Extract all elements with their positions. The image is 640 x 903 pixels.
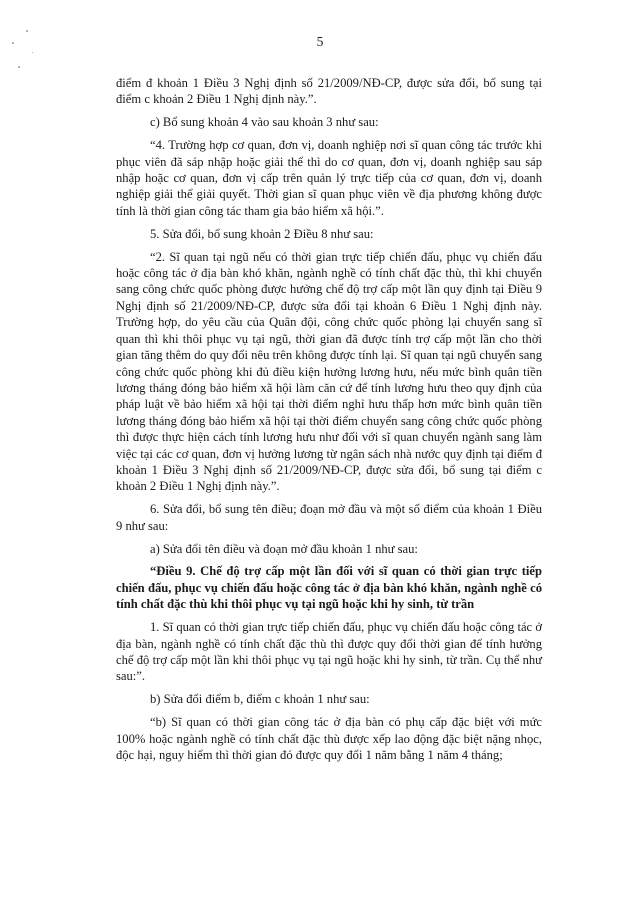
paragraph-continuation: điểm đ khoản 1 Điều 3 Nghị định số 21/2009/NĐ-CP, được sửa đổi, bổ sung tại điểm c khoản 2 Điều 1 Nghị định này.”. bbox=[116, 76, 542, 107]
paragraph-amendment-a: a) Sửa đổi tên điều và đoạn mở đầu khoản 1 như sau: bbox=[150, 541, 418, 556]
page-number: 5 bbox=[316, 34, 324, 49]
paragraph-point-b: “b) Sĩ quan có thời gian công tác ở địa bàn có phụ cấp đặc biệt với mức 100% hoặc ngành nghề có tính chất đặc thù được xếp lao động đặc biệt nặng nhọc, độc hại, nguy hiểm thì thời gian đó được quy đổi 1 năm bằng 1 năm 4 tháng; bbox=[116, 715, 542, 763]
article-9-heading: “Điều 9. Chế độ trợ cấp một lần đối với sĩ quan có thời gian trực tiếp chiến đấu, phục vụ chiến đấu hoặc công tác ở địa bàn khó khăn, ngành nghề có tính chất đặc thù khi thôi phục vụ tại ngũ hoặc khi hy sinh, từ trần bbox=[116, 564, 542, 612]
paragraph-item-6: 6. Sửa đổi, bổ sung tên điều; đoạn mở đầu và một số điểm của khoản 1 Điều 9 như sau: bbox=[116, 502, 542, 533]
paragraph-clause-2: “2. Sĩ quan tại ngũ nếu có thời gian trực tiếp chiến đấu, phục vụ chiến đấu hoặc công tác ở địa bàn khó khăn, ngành nghề có tính chất đặc thù, thì khi chuyển sang công chức quốc phòng được hưởng chế độ trợ cấp một lần quy định tại Điều 9 Nghị định số 21/2009/NĐ-CP, được sửa đổi tại khoản 6 Điều 1 Nghị định này. Trường hợp, do yêu cầu của Quân đội, công chức quốc phòng lại chuyển sang sĩ quan thì khi thôi phục vụ tại ngũ, thời gian đã được tính trợ cấp một lần cho thời gian tăng thêm do quy đổi nêu trên không được tính lại. Sĩ quan tại ngũ chuyển sang công chức quốc phòng khi đủ điều kiện hưởng lương hưu, nếu mức bình quân tiền lương tháng đóng bảo hiểm xã hội làm căn cứ để tính lương hưu theo quy định của pháp luật về bảo hiểm xã hội tại thời điểm nghỉ hưu thấp hơn mức bình quân tiền lương tháng đóng bảo hiểm xã hội tại thời điểm chuyển sang công chức quốc phòng thì được thực hiện cách tính lương hưu như đối với sĩ quan chuyển ngành sang làm việc tại các cơ quan, đơn vị hưởng lương từ ngân sách nhà nước quy định tại điểm đ khoản 1 Điều 3 Nghị định số 21/2009/NĐ-CP, được sửa đổi, bổ sung tại điểm c khoản 2 Điều 1 Nghị định này.”. bbox=[116, 249, 542, 494]
paragraph-amendment-b: b) Sửa đổi điểm b, điểm c khoản 1 như sau: bbox=[150, 692, 370, 707]
document-body bbox=[116, 75, 542, 770]
paragraph-clause-4: “4. Trường hợp cơ quan, đơn vị, doanh nghiệp nơi sĩ quan công tác trước khi phục viên đã sáp nhập hoặc giải thể thì do cơ quan, đơn vị, doanh nghiệp sau sáp nhập hoặc cơ quan, đơn vị cấp trên quản lý trực tiếp của cơ quan, đơn vị, doanh nghiệp giải thể giải quyết. Thời gian sĩ quan phục viên về địa phương không được tính là thời gian công tác tham gia bảo hiểm xã hội.”. bbox=[116, 138, 542, 218]
paragraph-amendment-c: c) Bổ sung khoản 4 vào sau khoản 3 như sau: bbox=[150, 115, 379, 130]
paragraph-clause-1: 1. Sĩ quan có thời gian trực tiếp chiến đấu, phục vụ chiến đấu hoặc công tác ở địa bàn, ngành nghề có tính chất đặc thù thì được quy đổi thời gian để tính hưởng chế độ trợ cấp một lần khi thôi phục vụ tại ngũ hoặc khi hy sinh, từ trần. Cụ thể như sau:”. bbox=[116, 620, 542, 684]
paragraph-item-5: 5. Sửa đổi, bổ sung khoản 2 Điều 8 như sau: bbox=[150, 226, 374, 241]
